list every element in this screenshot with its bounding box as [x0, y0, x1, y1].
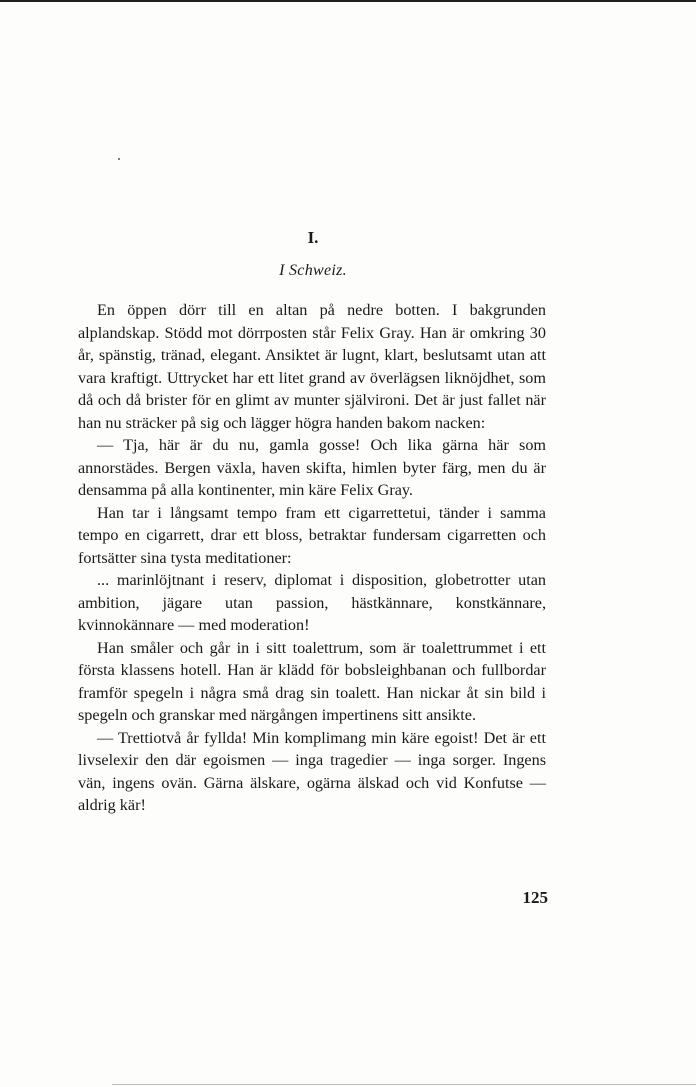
paragraph: — Trettiotvå år fyllda! Min komplimang min käre egoist! Det är ett livselexir den där egoismen — inga tragedier — inga sorger. Ingens vän, ingens ovän. Gärna älskare, ogärna älskad och vid Konfutse — aldrig kär!: [78, 728, 546, 814]
print-speck: [118, 158, 120, 160]
paragraph: Han småler och går in i sitt toalettrum, som är toalettrummet i ett första klassens hotell. Han är klädd för bobsleighbanan och fullbordar framför spegeln i några små drag sin toalett. Han nickar åt sin bild i spegeln och granskar med närgången impertinens sitt ansikte.: [78, 638, 546, 724]
body-text: [78, 299, 546, 817]
paragraph: ... marinlöjtnant i reserv, diplomat i disposition, globetrotter utan ambition, jägare utan passion, hästkännare, konstkännare, kvinnokännare — med moderation!: [78, 571, 546, 634]
paragraph: En öppen dörr till en altan på nedre botten. I bakgrunden alplandskap. Stödd mot dörrposten står Felix Gray. Han är omkring 30 år, spänstig, tränad, elegant. Ansiktet är lugnt, klart, beslutsamt utan att vara kraftigt. Uttrycket har ett litet grand av överlägsen liknöjdhet, som då och då brister för en glimt av munter självironi. Det är just fallet när han nu sträcker på sig och lägger högra handen bakom nacken:: [78, 301, 546, 432]
bottom-page-edge: [112, 1084, 696, 1085]
paragraph: Han tar i långsamt tempo fram ett cigarrettetui, tänder i samma tempo en cigarrett, drar ett bloss, betraktar fundersam cigarretten och fortsätter sina tysta meditationer:: [78, 503, 546, 567]
chapter-number: I.: [307, 228, 319, 247]
top-page-edge: [0, 0, 696, 2]
paragraph: — Tja, här är du nu, gamla gosse! Och lika gärna här som annorstädes. Bergen växla, haven skifta, himlen byter färg, men du är densamma på alla kontinenter, min käre Felix Gray.: [78, 436, 546, 499]
page-number: 125: [522, 888, 548, 907]
chapter-title: I Schweiz.: [279, 262, 347, 279]
